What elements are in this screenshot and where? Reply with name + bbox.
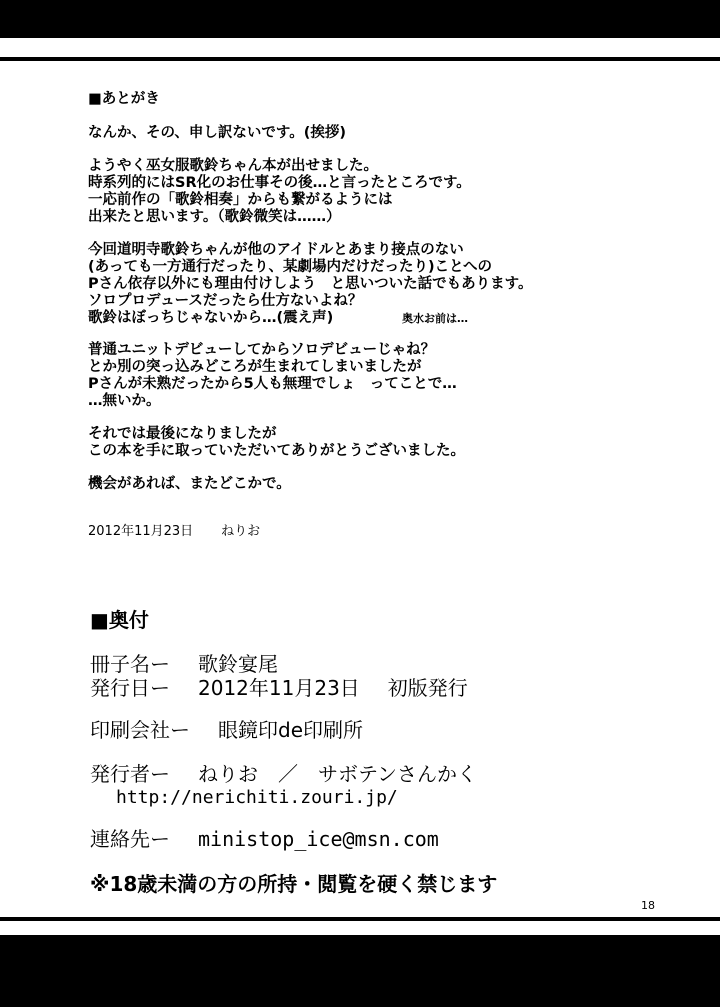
afterword-line: (あっても一方通行だったり、某劇場内だけだったり)ことへの: [88, 259, 493, 275]
afterword-line: Pさんが未熟だったから5人も無理でしょ ってことで…: [88, 376, 457, 392]
afterword-line: Pさん依存以外にも理由付けしよう と思いついた話でもあります。: [88, 276, 533, 292]
afterword-closing: 機会があれば、またどこかで。: [88, 476, 291, 492]
afterword-line: 時系列的にはSR化のお仕事その後…と言ったところです。: [88, 175, 471, 191]
colophon-publisher-value: ねりお ／ サボテンさんかく: [198, 762, 477, 786]
afterword-line: 出来たと思います。（歌鈴微笑は……）: [88, 209, 341, 225]
afterword-line: ソロプロデュースだったら仕方ないよね？: [88, 293, 363, 309]
colophon-contact-row: [90, 827, 439, 851]
afterword-line: ようやく巫女服歌鈴ちゃん本が出せました。: [88, 158, 378, 174]
colophon-publisher-row: [90, 762, 477, 786]
afterword-date: 2012年11月23日: [88, 524, 194, 539]
afterword-line: この本を手に取っていただいてありがとうございました。: [88, 443, 465, 459]
colophon-printer-value: 眼鏡印de印刷所: [218, 718, 363, 742]
afterword-line: それでは最後になりましたが: [88, 426, 277, 442]
colophon-title-label: 冊子名ー: [90, 652, 170, 676]
afterword-line: …無いか。: [88, 393, 161, 409]
page-number: 18: [641, 899, 655, 912]
afterword-date-line: [88, 520, 260, 539]
colophon-title-value: 歌鈴宴尾: [198, 652, 278, 676]
colophon-contact-label: 連絡先ー: [90, 827, 170, 851]
bottom-black-band: [0, 935, 720, 1007]
colophon-notice: ※18歳未満の方の所持・閲覧を硬く禁じます: [90, 872, 498, 896]
afterword-aside: 奥水お前は…: [402, 312, 468, 325]
afterword-greeting: なんか、その、申し訳ないです。(挨拶): [88, 125, 347, 141]
afterword-line: 普通ユニットデビューしてからソロデビューじゃね？: [88, 342, 436, 358]
colophon-issue-note: 初版発行: [387, 676, 468, 700]
colophon-publisher-label: 発行者ー: [90, 762, 170, 786]
afterword-signature: ねりお: [221, 524, 261, 539]
colophon-contact-value: ministop_ice@msn.com: [198, 827, 439, 851]
bottom-rule: [0, 917, 720, 921]
colophon-issue-row: [90, 676, 468, 700]
afterword-heading: ■あとがき: [88, 91, 160, 107]
top-rule: [0, 57, 720, 61]
colophon-printer-label: 印刷会社ー: [90, 718, 190, 742]
colophon-issue-value: 2012年11月23日: [198, 676, 360, 700]
afterword-line: とか別の突っ込みどころが生まれてしまいましたが: [88, 359, 422, 375]
afterword-line: 歌鈴はぼっちじゃないから…(震え声): [88, 310, 334, 326]
colophon-printer-row: [90, 718, 363, 742]
afterword-line: 一応前作の「歌鈴相奏」からも繋がるようには: [88, 192, 393, 208]
colophon-heading: ■奥付: [90, 608, 149, 632]
colophon-title-row: [90, 652, 278, 676]
afterword-line: 今回道明寺歌鈴ちゃんが他のアイドルとあまり接点のない: [88, 242, 464, 258]
top-black-band: [0, 0, 720, 38]
colophon-url: http://nerichiti.zouri.jp/: [116, 787, 398, 808]
colophon-issue-label: 発行日ー: [90, 676, 170, 700]
